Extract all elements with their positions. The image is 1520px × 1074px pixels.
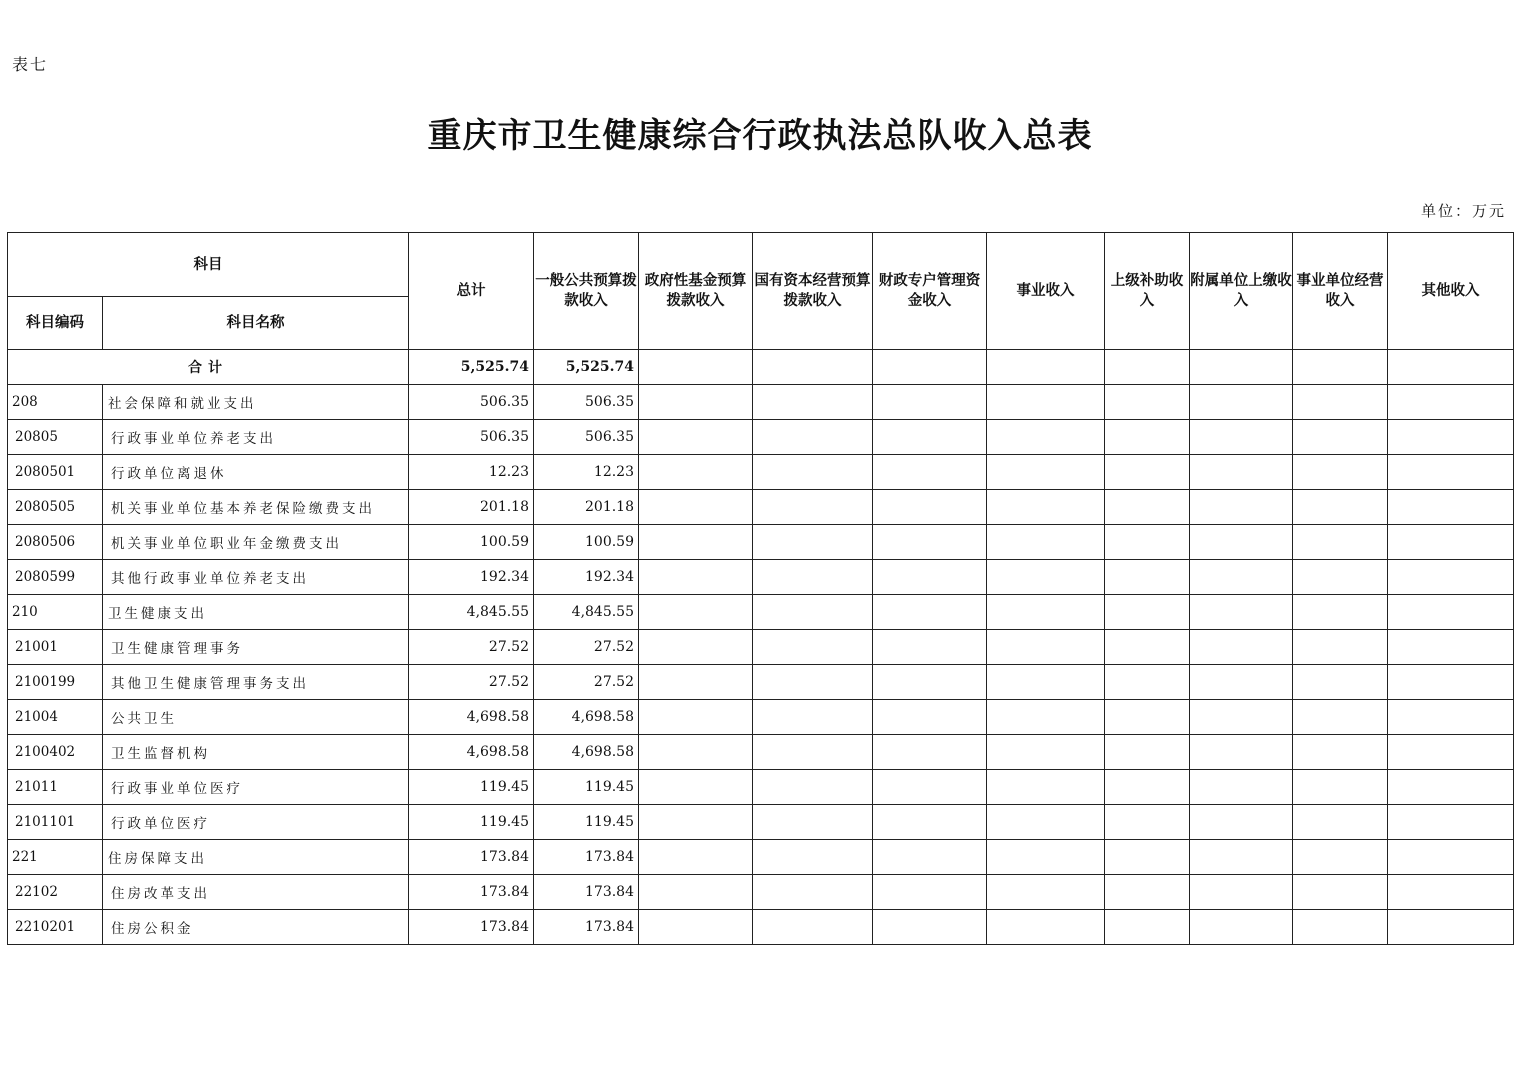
empty-cell xyxy=(753,770,873,805)
empty-cell xyxy=(987,490,1105,525)
table-row xyxy=(8,805,1514,840)
empty-cell xyxy=(873,805,987,840)
table-number: 表七 xyxy=(12,55,49,74)
empty-cell xyxy=(1190,385,1293,420)
empty-cell xyxy=(1388,630,1514,665)
empty-cell xyxy=(639,735,753,770)
empty-cell xyxy=(1293,420,1388,455)
empty-cell xyxy=(1293,700,1388,735)
header-general-budget: 一般公共预算拨款收入 xyxy=(534,233,639,350)
total-label: 合计 xyxy=(8,350,409,385)
row-total: 506.35 xyxy=(409,420,534,455)
empty-cell xyxy=(1388,875,1514,910)
empty-cell xyxy=(1293,490,1388,525)
row-code: 20805 xyxy=(8,420,103,455)
row-general: 173.84 xyxy=(534,840,639,875)
empty-cell xyxy=(1190,770,1293,805)
row-general: 12.23 xyxy=(534,455,639,490)
empty-cell xyxy=(1293,875,1388,910)
row-general: 4,698.58 xyxy=(534,735,639,770)
empty-cell xyxy=(873,630,987,665)
empty-cell xyxy=(873,910,987,945)
row-name: 卫生健康管理事务 xyxy=(103,630,409,665)
row-code: 21011 xyxy=(8,770,103,805)
empty-cell xyxy=(753,665,873,700)
empty-cell xyxy=(1388,770,1514,805)
empty-cell xyxy=(1388,735,1514,770)
row-name: 卫生监督机构 xyxy=(103,735,409,770)
empty-cell xyxy=(1293,910,1388,945)
empty-cell xyxy=(753,805,873,840)
empty-cell xyxy=(1105,805,1190,840)
empty-cell xyxy=(873,490,987,525)
row-code: 2080505 xyxy=(8,490,103,525)
empty-cell xyxy=(1388,560,1514,595)
table-row xyxy=(8,560,1514,595)
row-name: 住房改革支出 xyxy=(103,875,409,910)
table-row xyxy=(8,490,1514,525)
table-row xyxy=(8,770,1514,805)
empty-cell xyxy=(1293,840,1388,875)
empty-cell xyxy=(639,385,753,420)
empty-cell xyxy=(1388,385,1514,420)
empty-cell xyxy=(1190,420,1293,455)
empty-cell xyxy=(753,385,873,420)
empty-cell xyxy=(1105,735,1190,770)
empty-cell xyxy=(639,630,753,665)
empty-cell xyxy=(1388,910,1514,945)
row-total: 12.23 xyxy=(409,455,534,490)
row-name: 行政单位离退休 xyxy=(103,455,409,490)
total-sum: 5,525.74 xyxy=(409,350,534,385)
table-row xyxy=(8,875,1514,910)
row-code: 2080506 xyxy=(8,525,103,560)
header-gov-fund: 政府性基金预算拨款收入 xyxy=(639,233,753,350)
empty-cell xyxy=(1190,525,1293,560)
empty-cell xyxy=(1105,595,1190,630)
row-total: 4,845.55 xyxy=(409,595,534,630)
empty-cell xyxy=(1388,525,1514,560)
empty-cell xyxy=(1388,490,1514,525)
table-row xyxy=(8,840,1514,875)
empty-cell xyxy=(1105,455,1190,490)
empty-cell xyxy=(873,770,987,805)
empty-cell xyxy=(1190,805,1293,840)
row-total: 27.52 xyxy=(409,630,534,665)
row-name: 公共卫生 xyxy=(103,700,409,735)
header-total: 总计 xyxy=(409,233,534,350)
table-row xyxy=(8,700,1514,735)
empty-cell xyxy=(873,420,987,455)
row-general: 192.34 xyxy=(534,560,639,595)
table-row xyxy=(8,595,1514,630)
header-operating-income: 事业单位经营收入 xyxy=(1293,233,1388,350)
table-row xyxy=(8,910,1514,945)
row-name: 卫生健康支出 xyxy=(103,595,409,630)
row-code: 2100199 xyxy=(8,665,103,700)
empty-cell xyxy=(1293,560,1388,595)
row-general: 173.84 xyxy=(534,875,639,910)
empty-cell xyxy=(753,700,873,735)
table-row xyxy=(8,420,1514,455)
empty-cell xyxy=(987,665,1105,700)
empty-cell xyxy=(987,805,1105,840)
empty-cell xyxy=(1105,875,1190,910)
empty-cell xyxy=(1190,910,1293,945)
empty-cell xyxy=(639,805,753,840)
empty-cell xyxy=(753,420,873,455)
empty-cell xyxy=(987,875,1105,910)
empty-cell xyxy=(1105,630,1190,665)
header-special-account: 财政专户管理资金收入 xyxy=(873,233,987,350)
empty-cell xyxy=(639,420,753,455)
empty-cell xyxy=(1388,595,1514,630)
row-code: 210 xyxy=(8,595,103,630)
header-business-income: 事业收入 xyxy=(987,233,1105,350)
table-row xyxy=(8,665,1514,700)
table-row xyxy=(8,630,1514,665)
empty-cell xyxy=(1388,840,1514,875)
row-name: 行政事业单位医疗 xyxy=(103,770,409,805)
row-general: 173.84 xyxy=(534,910,639,945)
unit-label: 单位：万元 xyxy=(1420,202,1506,220)
empty-cell xyxy=(1105,525,1190,560)
row-general: 4,698.58 xyxy=(534,700,639,735)
header-state-capital: 国有资本经营预算拨款收入 xyxy=(753,233,873,350)
empty-cell xyxy=(753,595,873,630)
empty-cell xyxy=(1293,805,1388,840)
empty-cell xyxy=(1388,420,1514,455)
header-subject: 科目 xyxy=(8,233,409,297)
empty-cell xyxy=(1105,560,1190,595)
row-name: 机关事业单位基本养老保险缴费支出 xyxy=(103,490,409,525)
empty-cell xyxy=(987,910,1105,945)
empty-cell xyxy=(1293,630,1388,665)
empty-cell xyxy=(873,700,987,735)
empty-cell xyxy=(1105,700,1190,735)
empty-cell xyxy=(1190,735,1293,770)
row-total: 119.45 xyxy=(409,770,534,805)
empty-cell xyxy=(1105,910,1190,945)
empty-cell xyxy=(753,630,873,665)
table-row xyxy=(8,525,1514,560)
row-name: 行政事业单位养老支出 xyxy=(103,420,409,455)
page-title: 重庆市卫生健康综合行政执法总队收入总表 xyxy=(427,116,1093,156)
empty-cell xyxy=(753,875,873,910)
empty-cell xyxy=(753,560,873,595)
empty-cell xyxy=(1293,770,1388,805)
empty-cell xyxy=(987,700,1105,735)
empty-cell xyxy=(1388,455,1514,490)
empty-cell xyxy=(987,735,1105,770)
row-code: 22102 xyxy=(8,875,103,910)
empty-cell xyxy=(639,595,753,630)
empty-cell xyxy=(1105,385,1190,420)
row-total: 173.84 xyxy=(409,840,534,875)
empty-cell xyxy=(987,420,1105,455)
row-total: 192.34 xyxy=(409,560,534,595)
row-name: 行政单位医疗 xyxy=(103,805,409,840)
row-code: 221 xyxy=(8,840,103,875)
row-name: 其他行政事业单位养老支出 xyxy=(103,560,409,595)
empty-cell xyxy=(1190,560,1293,595)
empty-cell xyxy=(639,770,753,805)
table-row xyxy=(8,455,1514,490)
empty-cell xyxy=(1190,700,1293,735)
row-total: 173.84 xyxy=(409,910,534,945)
empty-cell xyxy=(753,840,873,875)
empty-cell xyxy=(639,875,753,910)
row-total: 173.84 xyxy=(409,875,534,910)
table-row xyxy=(8,385,1514,420)
row-general: 27.52 xyxy=(534,630,639,665)
row-code: 21004 xyxy=(8,700,103,735)
row-code: 208 xyxy=(8,385,103,420)
empty-cell xyxy=(1190,630,1293,665)
empty-cell xyxy=(1293,455,1388,490)
empty-cell xyxy=(1293,665,1388,700)
empty-cell xyxy=(873,840,987,875)
total-general: 5,525.74 xyxy=(534,350,639,385)
row-code: 2210201 xyxy=(8,910,103,945)
empty-cell xyxy=(1293,385,1388,420)
empty-cell xyxy=(987,385,1105,420)
row-name: 住房保障支出 xyxy=(103,840,409,875)
empty-cell xyxy=(1190,875,1293,910)
row-name: 机关事业单位职业年金缴费支出 xyxy=(103,525,409,560)
row-total: 100.59 xyxy=(409,525,534,560)
row-general: 4,845.55 xyxy=(534,595,639,630)
empty-cell xyxy=(639,455,753,490)
empty-cell xyxy=(1105,840,1190,875)
empty-cell xyxy=(1293,525,1388,560)
row-code: 21001 xyxy=(8,630,103,665)
empty-cell xyxy=(639,490,753,525)
row-code: 2080599 xyxy=(8,560,103,595)
row-total: 506.35 xyxy=(409,385,534,420)
empty-cell xyxy=(987,595,1105,630)
row-code: 2080501 xyxy=(8,455,103,490)
empty-cell xyxy=(753,490,873,525)
table-row xyxy=(8,735,1514,770)
empty-cell xyxy=(639,700,753,735)
empty-cell xyxy=(873,525,987,560)
row-total: 4,698.58 xyxy=(409,700,534,735)
empty-cell xyxy=(987,770,1105,805)
empty-cell xyxy=(1293,735,1388,770)
empty-cell xyxy=(873,560,987,595)
row-general: 27.52 xyxy=(534,665,639,700)
row-general: 201.18 xyxy=(534,490,639,525)
row-general: 100.59 xyxy=(534,525,639,560)
empty-cell xyxy=(639,665,753,700)
empty-cell xyxy=(639,560,753,595)
empty-cell xyxy=(987,455,1105,490)
empty-cell xyxy=(1105,665,1190,700)
empty-cell xyxy=(639,840,753,875)
empty-cell xyxy=(1105,490,1190,525)
row-name: 社会保障和就业支出 xyxy=(103,385,409,420)
row-name: 住房公积金 xyxy=(103,910,409,945)
empty-cell xyxy=(753,525,873,560)
empty-cell xyxy=(987,525,1105,560)
empty-cell xyxy=(1190,490,1293,525)
empty-cell xyxy=(987,560,1105,595)
row-total: 201.18 xyxy=(409,490,534,525)
empty-cell xyxy=(1190,665,1293,700)
empty-cell xyxy=(873,665,987,700)
total-row xyxy=(8,350,1514,385)
header-name: 科目名称 xyxy=(103,297,409,350)
header-superior-subsidy: 上级补助收入 xyxy=(1105,233,1190,350)
empty-cell xyxy=(1190,595,1293,630)
header-affiliated-payment: 附属单位上缴收入 xyxy=(1190,233,1293,350)
header-code: 科目编码 xyxy=(8,297,103,350)
empty-cell xyxy=(1105,420,1190,455)
empty-cell xyxy=(1388,805,1514,840)
empty-cell xyxy=(1190,840,1293,875)
row-total: 119.45 xyxy=(409,805,534,840)
header-other-income: 其他收入 xyxy=(1388,233,1514,350)
row-general: 506.35 xyxy=(534,385,639,420)
empty-cell xyxy=(1293,595,1388,630)
row-name: 其他卫生健康管理事务支出 xyxy=(103,665,409,700)
empty-cell xyxy=(639,525,753,560)
empty-cell xyxy=(1388,665,1514,700)
empty-cell xyxy=(987,840,1105,875)
empty-cell xyxy=(753,735,873,770)
row-total: 27.52 xyxy=(409,665,534,700)
row-general: 119.45 xyxy=(534,770,639,805)
empty-cell xyxy=(873,385,987,420)
income-summary-table xyxy=(7,232,1514,945)
row-general: 506.35 xyxy=(534,420,639,455)
row-total: 4,698.58 xyxy=(409,735,534,770)
empty-cell xyxy=(753,455,873,490)
empty-cell xyxy=(987,630,1105,665)
row-general: 119.45 xyxy=(534,805,639,840)
row-code: 2100402 xyxy=(8,735,103,770)
empty-cell xyxy=(873,595,987,630)
empty-cell xyxy=(873,875,987,910)
empty-cell xyxy=(639,910,753,945)
row-code: 2101101 xyxy=(8,805,103,840)
empty-cell xyxy=(1105,770,1190,805)
empty-cell xyxy=(873,455,987,490)
empty-cell xyxy=(873,735,987,770)
empty-cell xyxy=(1388,700,1514,735)
empty-cell xyxy=(1190,455,1293,490)
empty-cell xyxy=(753,910,873,945)
